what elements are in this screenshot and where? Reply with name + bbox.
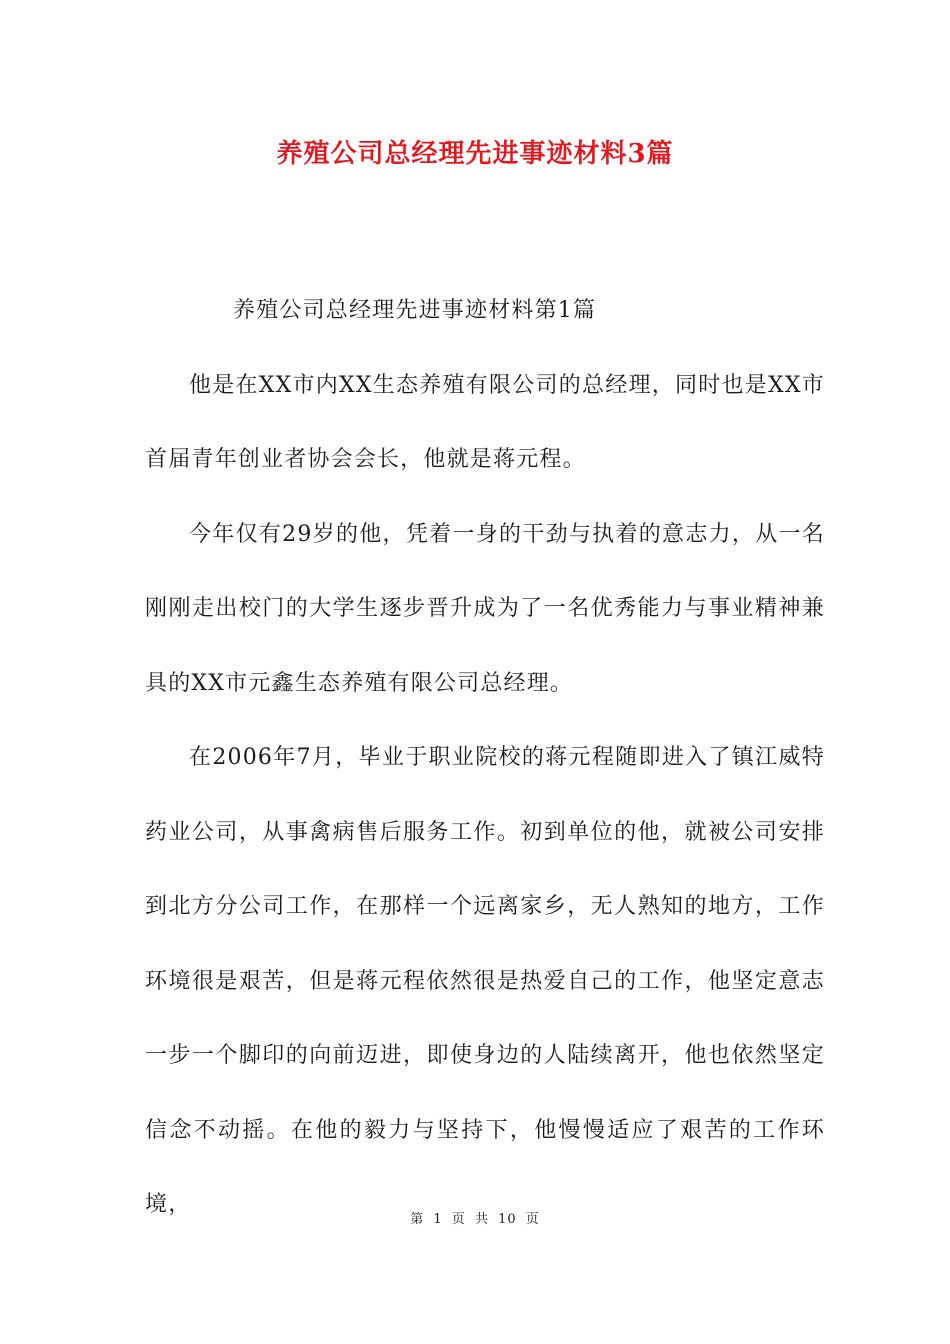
footer-total-unit: 页: [525, 1212, 540, 1227]
paragraph-1: 他是在XX市内XX生态养殖有限公司的总经理，同时也是XX市首届青年创业者协会会长，他就是蒋元程。: [145, 372, 825, 472]
footer-total-pages: 10: [498, 1212, 517, 1227]
document-body: [145, 274, 825, 1243]
section-title: 养殖公司总经理先进事迹材料第1篇: [233, 298, 597, 323]
footer-current-page: 1: [433, 1212, 443, 1227]
page-footer: [0, 1208, 950, 1227]
footer-total-prefix: 共: [474, 1212, 489, 1227]
paragraph-3: 在2006年7月，毕业于职业院校的蒋元程随即进入了镇江威特药业公司，从事禽病售后服务工作。初到单位的他，就被公司安排到北方分公司工作，在那样一个远离家乡，无人熟知的地方，工作环境很是艰苦，但是蒋元程依然很是热爱自己的工作，他坚定意志一步一个脚印的向前迈进，即使身边的人陆续离开，他也依然坚定信念不动摇。在他的毅力与坚持下，他慢慢适应了艰苦的工作环境，: [145, 745, 825, 1217]
paragraph-2: 今年仅有29岁的他，凭着一身的干劲与执着的意志力，从一名刚刚走出校门的大学生逐步晋升成为了一名优秀能力与事业精神兼具的XX市元鑫生态养殖有限公司总经理。: [145, 521, 825, 696]
footer-prefix: 第: [410, 1212, 425, 1227]
document-title: 养殖公司总经理先进事迹材料3篇: [276, 139, 674, 169]
footer-page-unit: 页: [451, 1212, 466, 1227]
